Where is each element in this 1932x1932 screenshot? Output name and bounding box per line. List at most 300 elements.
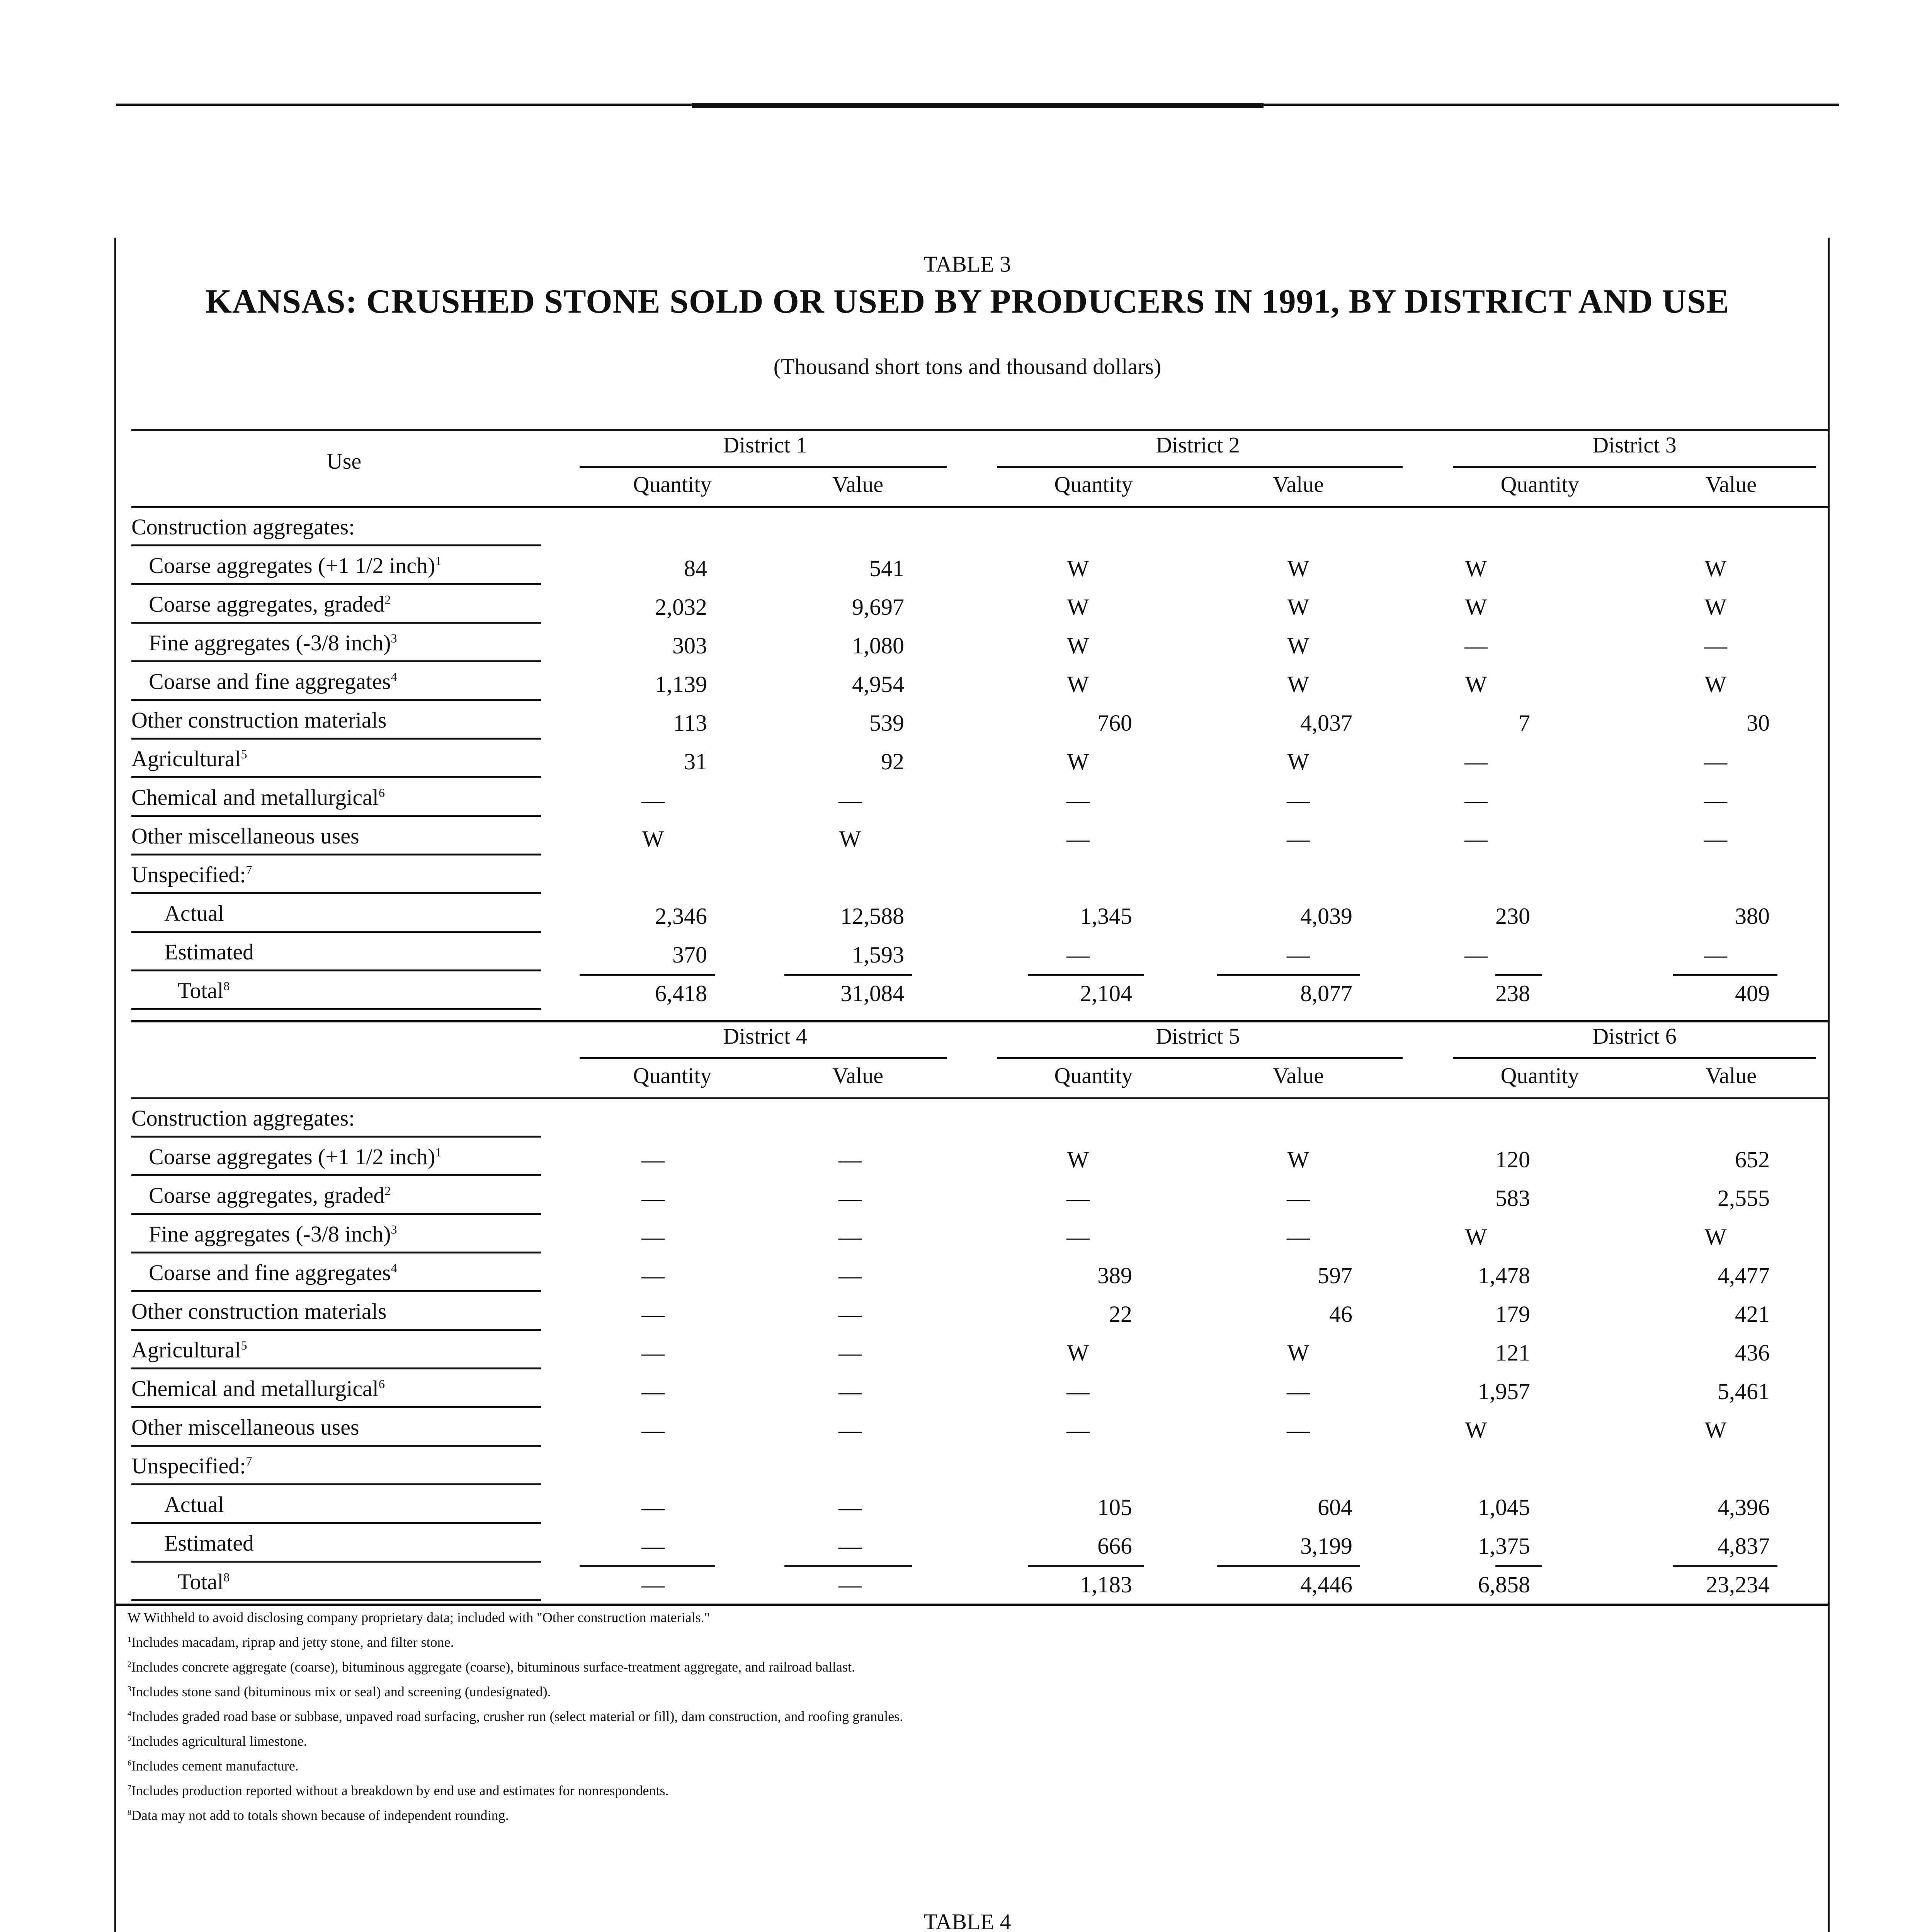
data-cell: 2,104 [1080,981,1132,1006]
use-header: Use [326,449,362,474]
data-cell: 583 [1495,1185,1530,1211]
data-cell: — [838,1340,862,1366]
row-label [131,1337,247,1363]
data-cell: 604 [1318,1495,1352,1520]
data-cell: 4,039 [1300,903,1352,929]
row-label-text: Coarse aggregates, graded [149,1183,385,1208]
data-cell: — [1287,1417,1310,1443]
data-cell: — [1287,826,1310,852]
row-label [149,1260,397,1286]
row-label [149,591,391,617]
footnote-text: Includes macadam, riprap and jetty stone, and filter stone. [131,1634,454,1650]
data-cell: — [1704,942,1727,968]
data-cell: — [1464,633,1488,658]
row-label [149,1144,441,1170]
row-rule [131,1599,541,1601]
data-cell: W [1704,672,1727,697]
data-cell: — [838,1533,862,1559]
data-cell: W [1704,594,1727,620]
data-cell: 1,345 [1080,903,1132,929]
data-cell: 4,396 [1718,1495,1770,1520]
quantity-header: Quantity [633,1063,712,1088]
data-cell: — [1066,1379,1090,1404]
data-cell: 84 [684,556,707,581]
row-rule [131,854,541,855]
data-cell: 230 [1495,903,1530,929]
data-cell: — [1704,633,1727,658]
data-cell: — [641,1185,665,1211]
total-rule [1028,974,1144,976]
row-label [131,1376,385,1401]
row-rule [131,622,541,624]
total-rule [784,1565,912,1567]
total-rule [1217,1565,1360,1567]
lower-header-rule [131,1097,1828,1099]
table3-title: KANSAS: CRUSHED STONE SOLD OR USED BY PRODUCERS IN 1991, BY DISTRICT AND USE [205,283,1730,320]
row-label [164,939,254,965]
data-cell: — [838,1572,862,1597]
footnote-marker: 8 [128,1808,131,1817]
data-cell: W [1067,672,1089,697]
row-label-text: Actual [164,901,224,926]
data-cell: W [1067,1147,1089,1172]
footnote-marker: 1 [128,1635,131,1644]
row-label [131,823,359,849]
data-cell: 113 [673,710,707,736]
data-cell: — [641,1224,665,1250]
district-header: District 6 [1592,1024,1677,1049]
data-cell: 4,446 [1300,1572,1352,1597]
left-margin-rule [114,238,116,1932]
table3-footnote [128,1733,307,1749]
district-header: District 4 [723,1024,807,1049]
data-cell: 389 [1097,1263,1132,1288]
footnote-marker: 2 [128,1660,131,1668]
row-label [131,1414,359,1440]
value-header: Value [1705,472,1757,497]
row-rule [131,544,541,546]
data-cell: — [838,1417,862,1443]
data-cell: 303 [672,633,707,658]
data-cell: — [1464,826,1488,852]
total-rule [580,974,715,976]
row-label [131,1453,252,1479]
data-cell: — [1066,1224,1090,1250]
row-label-text: Other miscellaneous uses [131,1415,359,1440]
data-cell: 12,588 [840,903,904,929]
data-cell: 179 [1495,1301,1530,1327]
data-cell: 22 [1109,1301,1132,1327]
row-label [149,630,397,656]
footnote-marker: 8 [223,1570,230,1584]
data-cell: 7 [1519,710,1530,736]
value-header: Value [1705,1063,1757,1088]
row-label-text: Chemical and metallurgical [131,785,379,810]
data-cell: 9,697 [852,594,904,620]
data-cell: 105 [1097,1495,1132,1520]
footnote-marker: 3 [391,631,397,645]
data-cell: W [1287,556,1310,581]
data-cell: 5,461 [1718,1379,1770,1404]
footnote-marker: 8 [223,979,230,993]
data-cell: W [1067,633,1089,658]
row-label [131,784,385,810]
row-label [178,978,230,1003]
data-cell: W [1287,594,1310,620]
district-header: District 1 [723,432,807,457]
data-cell: — [1464,787,1488,813]
value-header: Value [832,1063,884,1088]
value-header: Value [832,472,884,497]
data-cell: 380 [1735,903,1770,929]
total-rule [1673,974,1777,976]
table3-footnote [128,1782,669,1799]
row-label-text: Estimated [164,939,254,964]
footnote-marker: 6 [378,786,385,800]
data-cell: — [1066,1417,1090,1443]
row-rule [131,1136,541,1138]
row-label-text: Fine aggregates (-3/8 inch) [149,630,391,655]
data-cell: W [1067,594,1089,620]
footnote-marker: 6 [128,1759,131,1767]
footnote-marker: 7 [246,863,252,877]
data-cell: W [1465,1224,1487,1250]
data-cell: 3,199 [1300,1533,1352,1559]
district-underline [580,1057,947,1059]
row-label-text: Other construction materials [131,1299,387,1324]
data-cell: 2,032 [655,594,707,620]
data-cell: 4,037 [1300,710,1352,736]
row-label [149,1221,397,1247]
row-rule [131,1174,541,1176]
total-rule [1673,1565,1777,1567]
lower-top-rule [131,1020,1828,1022]
data-cell: — [1704,787,1727,813]
data-cell: 23,234 [1706,1572,1770,1597]
row-label-text: Coarse aggregates (+1 1/2 inch) [149,1144,435,1169]
quantity-header: Quantity [1500,472,1579,497]
row-rule [131,892,541,894]
data-cell: — [838,1263,862,1288]
data-cell: — [1066,787,1090,813]
data-cell: — [1066,1185,1090,1211]
row-label-text: Coarse and fine aggregates [149,669,391,694]
row-rule [131,931,541,933]
footnote-marker: 3 [391,1223,397,1236]
data-cell: 31 [684,749,707,774]
data-cell: 1,045 [1478,1495,1530,1520]
footnote-text: W Withheld to avoid disclosing company proprietary data; included with "Other construction materials." [128,1610,710,1625]
quantity-header: Quantity [1054,472,1133,497]
data-cell: 2,346 [655,903,707,929]
data-cell: — [1464,942,1488,968]
footnote-marker: 1 [435,1145,442,1159]
row-rule [131,1329,541,1331]
data-cell: — [838,1495,862,1520]
table3-footnote [128,1684,551,1700]
total-rule [1495,974,1542,976]
data-cell: — [641,1301,665,1327]
row-rule [131,815,541,817]
total-rule [784,974,912,976]
footnote-marker: 5 [241,1338,247,1352]
footnote-text: Includes cement manufacture. [131,1758,299,1774]
district-header: District 2 [1156,432,1240,457]
table3-footnote [128,1758,299,1774]
district-underline [997,1057,1403,1059]
table3-footnote [128,1609,710,1626]
data-cell: — [838,1224,862,1250]
footnote-marker: 7 [246,1454,252,1468]
data-cell: 6,418 [655,981,707,1006]
district-underline [997,466,1403,468]
district-header: District 3 [1592,432,1677,457]
footnote-text: Data may not add to totals shown because of independent rounding. [131,1808,509,1823]
row-label-text: Chemical and metallurgical [131,1376,379,1401]
table4-caption: TABLE 4 [923,1909,1011,1932]
data-cell: — [838,1147,862,1172]
data-cell: 1,593 [852,942,904,968]
row-label-text: Unspecified: [131,1453,246,1478]
data-cell: 436 [1735,1340,1770,1366]
data-cell: — [1287,1224,1310,1250]
data-cell: 238 [1495,981,1530,1006]
row-label-text: Coarse and fine aggregates [149,1260,391,1285]
data-cell: 4,954 [852,672,904,697]
data-cell: W [1704,1224,1727,1250]
row-label [178,1569,230,1595]
data-cell: — [641,1572,665,1597]
data-cell: 46 [1329,1301,1352,1327]
row-label [149,668,397,694]
footnote-text: Includes stone sand (bituminous mix or seal) and screening (undesignated). [131,1684,551,1699]
data-cell: W [1287,749,1310,774]
footnote-marker: 1 [435,554,442,568]
row-rule [131,1252,541,1253]
row-label-text: Unspecified: [131,862,246,887]
table3-subtitle: (Thousand short tons and thousand dollars) [773,354,1162,379]
data-cell: W [1067,556,1089,581]
footnote-marker: 6 [378,1377,385,1391]
data-cell: 421 [1735,1301,1770,1327]
data-cell: 1,375 [1478,1533,1530,1559]
total-rule [1028,1565,1144,1567]
data-cell: 1,139 [655,672,707,697]
data-cell: 121 [1495,1340,1530,1366]
data-cell: 652 [1735,1147,1770,1172]
row-rule [131,1483,541,1485]
row-label [149,1182,391,1208]
data-cell: — [838,787,862,813]
quantity-header: Quantity [633,472,712,497]
row-label [149,553,441,578]
total-rule [580,1565,715,1567]
data-cell: 31,084 [840,981,904,1006]
data-cell: 120 [1495,1147,1530,1172]
footnote-marker: 2 [384,1184,391,1198]
district-underline [580,466,947,468]
footnote-text: Includes concrete aggregate (coarse), bituminous aggregate (coarse), bituminous surface-treatment aggregate, and railroad ballast. [131,1659,855,1675]
footnote-marker: 3 [128,1685,131,1693]
footnote-text: Includes graded road base or subbase, unpaved road surfacing, crusher run (select material or fill), dam construction, and roofing granules. [131,1709,903,1724]
row-label-text: Total [178,1569,224,1594]
row-rule [131,969,541,971]
row-rule [131,1367,541,1369]
data-cell: 370 [672,942,707,968]
row-label-text: Estimated [164,1531,254,1556]
row-label [131,746,247,772]
row-label-text: Agricultural [131,1337,241,1362]
row-label-text: Construction aggregates: [131,1105,355,1131]
data-cell: — [1704,749,1727,774]
data-cell: — [641,1417,665,1443]
table3-footnote [128,1634,454,1650]
row-label [131,514,355,540]
row-rule [131,738,541,740]
data-cell: W [642,826,664,852]
row-rule [131,776,541,778]
data-cell: — [641,787,665,813]
row-rule [131,1008,541,1010]
row-label-text: Construction aggregates: [131,514,355,539]
data-cell: — [1287,1185,1310,1211]
data-cell: 1,957 [1478,1379,1530,1404]
upper-top-rule [131,429,1828,431]
data-cell: W [1704,1417,1727,1443]
data-cell: — [641,1495,665,1520]
row-label [164,900,224,926]
footnote-marker: 5 [128,1734,131,1743]
row-rule [131,1561,541,1563]
data-cell: 666 [1097,1533,1132,1559]
footnote-marker: 5 [241,747,247,761]
data-cell: — [641,1533,665,1559]
row-rule [131,583,541,585]
row-rule [131,1290,541,1292]
data-cell: — [1704,826,1727,852]
footnote-marker: 4 [391,670,397,684]
footnote-marker: 4 [391,1261,397,1275]
row-label-text: Total [178,978,224,1003]
data-cell: W [1704,556,1727,581]
district-underline [1453,1057,1816,1059]
row-label-text: Other construction materials [131,707,387,733]
table3-bottom-rule [116,1604,1828,1606]
data-cell: W [1287,1340,1310,1366]
value-header: Value [1272,1063,1324,1088]
top-rule-thick [692,103,1264,108]
data-cell: 597 [1318,1263,1352,1288]
district-underline [1453,466,1816,468]
data-cell: 409 [1735,981,1770,1006]
data-cell: 6,858 [1478,1572,1530,1597]
data-cell: W [839,826,861,852]
data-cell: 1,080 [852,633,904,658]
quantity-header: Quantity [1500,1063,1579,1088]
data-cell: — [1287,1379,1310,1404]
value-header: Value [1272,472,1324,497]
row-label-text: Coarse aggregates (+1 1/2 inch) [149,553,435,578]
data-cell: — [1066,942,1090,968]
district-header: District 5 [1156,1024,1240,1049]
table3-footnote [128,1807,509,1823]
data-cell: — [1287,942,1310,968]
data-cell: 2,555 [1718,1185,1770,1211]
footnote-text: Includes production reported without a breakdown by end use and estimates for nonrespondents. [131,1783,669,1798]
data-cell: W [1465,594,1487,620]
data-cell: W [1465,1417,1487,1443]
row-label-text: Coarse aggregates, graded [149,592,385,617]
data-cell: — [838,1185,862,1211]
row-label [164,1492,224,1517]
data-cell: W [1287,672,1310,697]
row-label [131,1298,386,1324]
total-rule [1217,974,1360,976]
data-cell: — [641,1340,665,1366]
data-cell: — [838,1379,862,1404]
total-rule [1495,1565,1542,1567]
row-label [164,1530,254,1556]
row-label-text: Fine aggregates (-3/8 inch) [149,1221,391,1247]
row-rule [131,1522,541,1524]
data-cell: 8,077 [1300,981,1352,1006]
row-rule [131,1445,541,1447]
data-cell: — [838,1301,862,1327]
row-rule [131,660,541,662]
row-label [131,707,386,733]
data-cell: 4,837 [1718,1533,1770,1559]
row-label-text: Agricultural [131,746,241,771]
data-cell: 92 [881,749,904,774]
data-cell: — [1464,749,1488,774]
table3-caption: TABLE 3 [923,252,1011,277]
data-cell: 1,478 [1478,1263,1530,1288]
row-label-text: Actual [164,1492,224,1517]
row-label [131,862,252,888]
data-cell: W [1067,1340,1089,1366]
data-cell: W [1465,556,1487,581]
data-cell: 760 [1097,710,1132,736]
data-cell: W [1067,749,1089,774]
footnote-marker: 4 [128,1709,131,1718]
data-cell: — [641,1379,665,1404]
data-cell: 4,477 [1718,1263,1770,1288]
footnote-marker: 2 [384,593,391,607]
row-rule [131,1406,541,1408]
quantity-header: Quantity [1054,1063,1133,1088]
upper-header-rule [131,506,1828,508]
table3-footnote [128,1708,903,1725]
data-cell: 1,183 [1080,1572,1132,1597]
data-cell: — [1287,787,1310,813]
footnote-marker: 7 [128,1784,131,1792]
row-label-text: Other miscellaneous uses [131,823,359,849]
data-cell: 539 [869,710,904,736]
data-cell: — [1066,826,1090,852]
data-cell: — [641,1263,665,1288]
data-cell: 30 [1747,710,1770,736]
data-cell: W [1287,633,1310,658]
row-label [131,1105,355,1131]
data-cell: 541 [869,556,904,581]
data-cell: W [1465,672,1487,697]
table3-footnote [128,1659,855,1675]
data-cell: — [641,1147,665,1172]
row-rule [131,699,541,701]
footnote-text: Includes agricultural limestone. [131,1733,307,1749]
row-rule [131,1213,541,1215]
data-cell: W [1287,1147,1310,1172]
